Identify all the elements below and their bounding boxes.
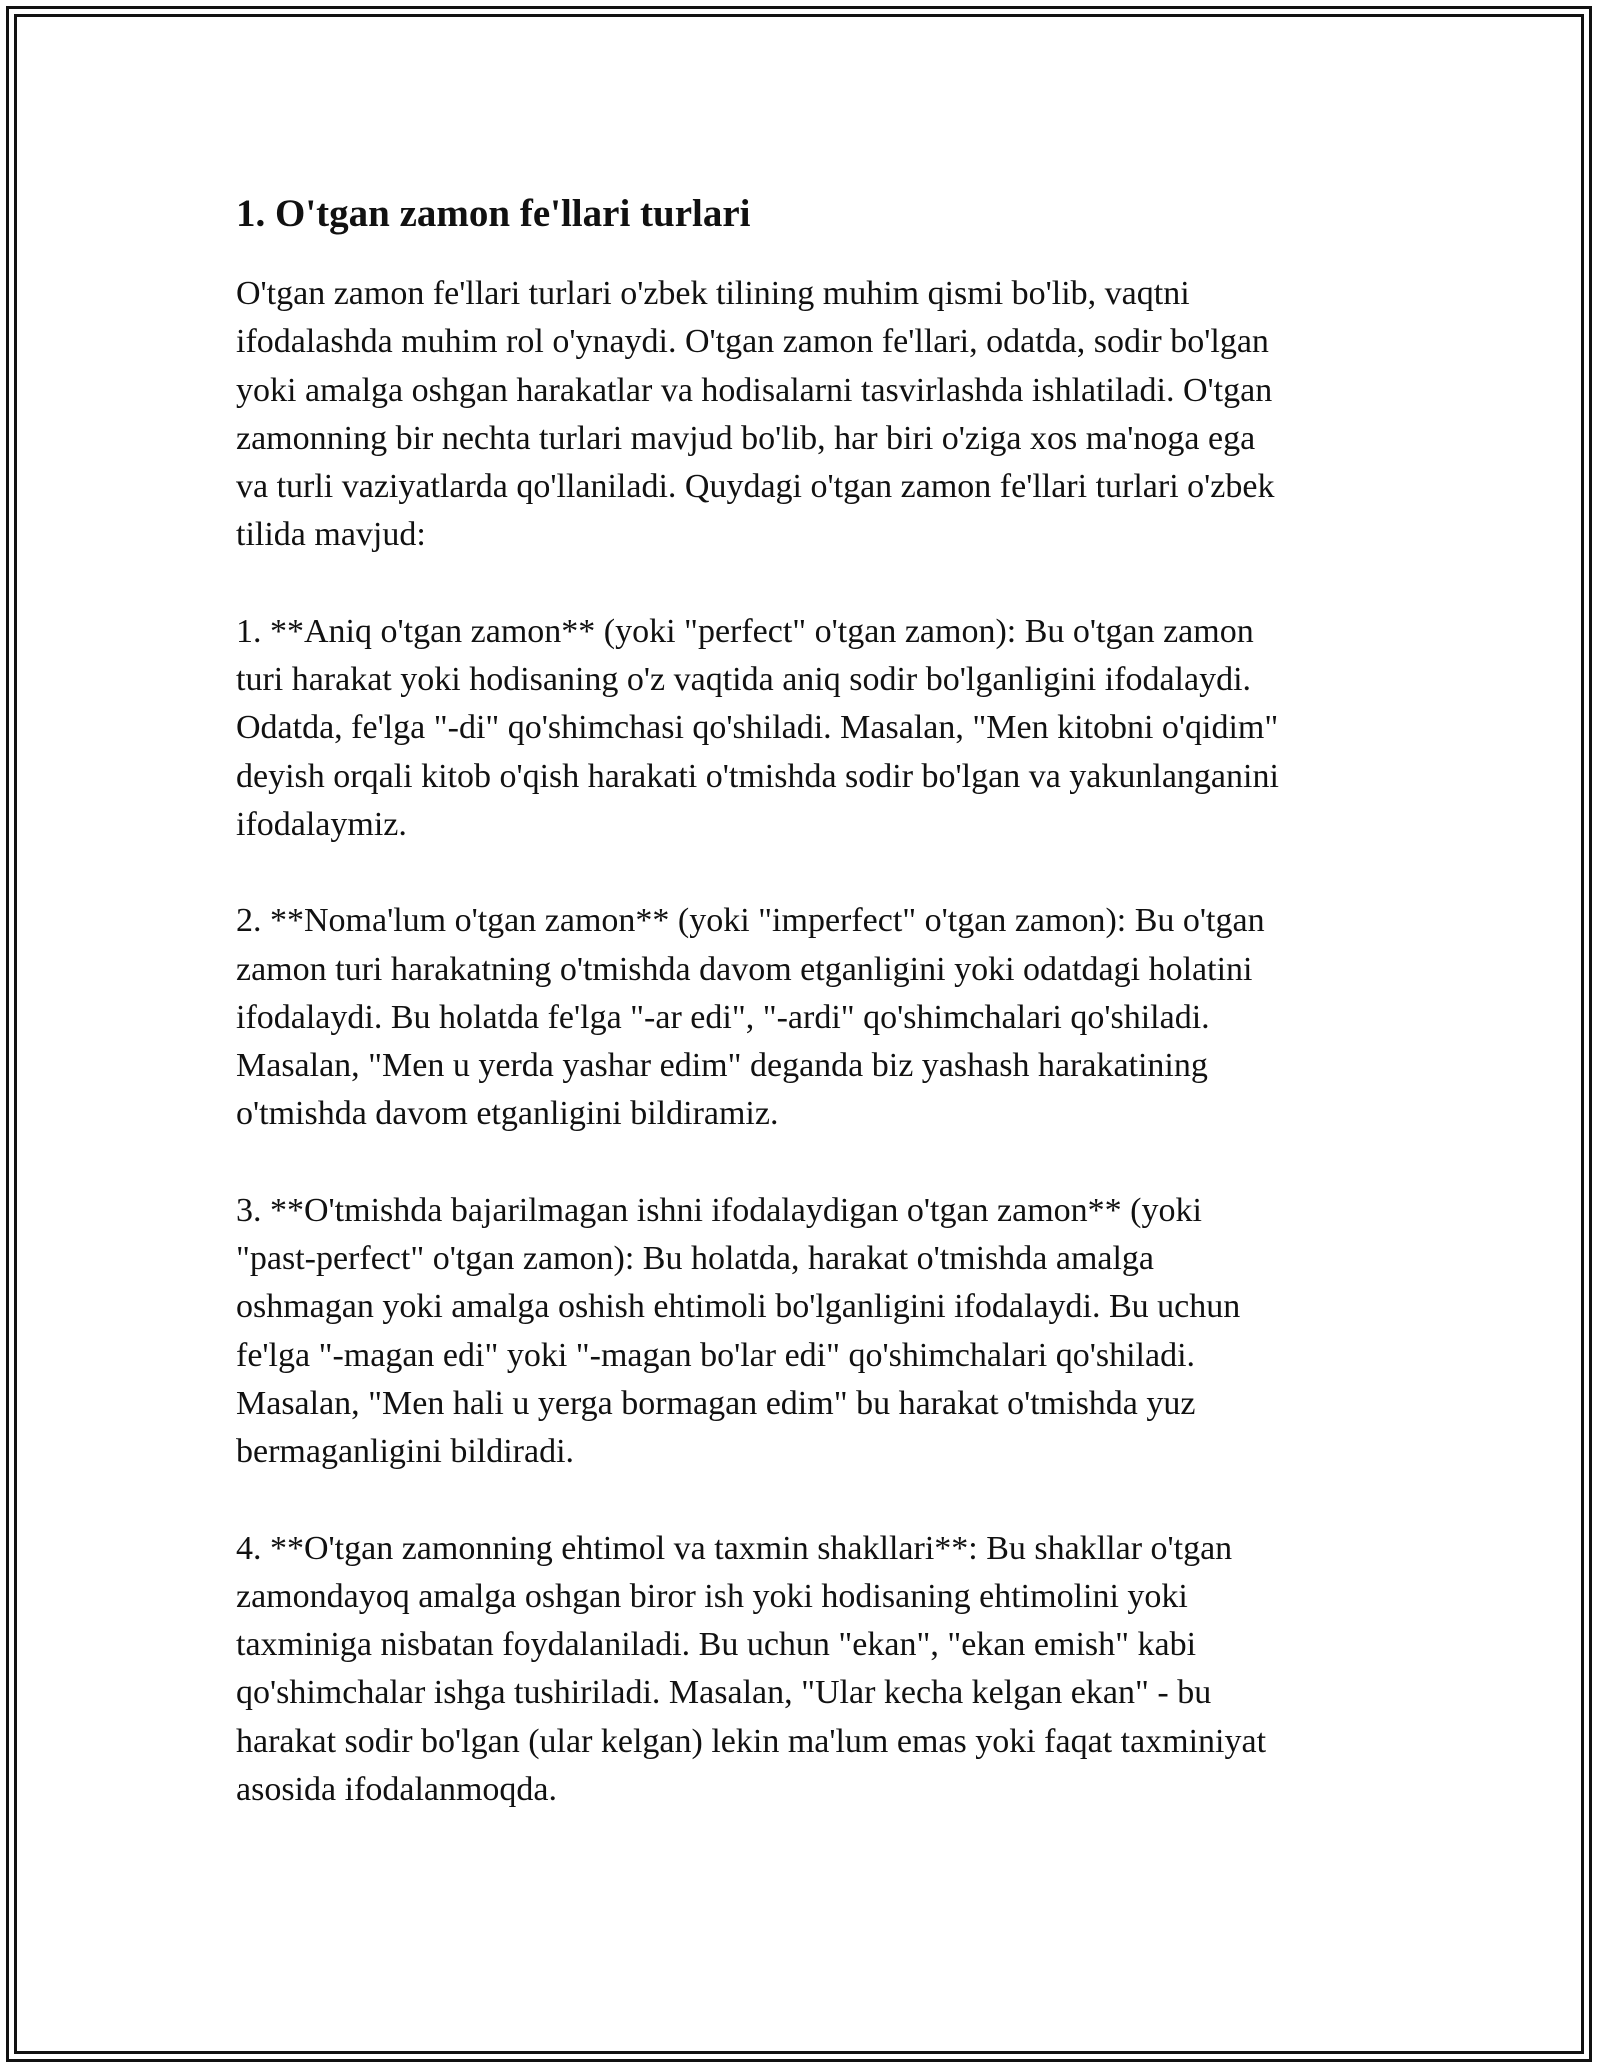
paragraph-line: Masalan, "Men hali u yerga bormagan edim" bu harakat o'tmishda yuz: [236, 1384, 1196, 1422]
list-item-3-paragraph: [236, 1187, 1376, 1477]
paragraph-line: qo'shimchalar ishga tushiriladi. Masalan, "Ular kecha kelgan ekan" - bu: [236, 1674, 1212, 1712]
paragraph-line: oshmagan yoki amalga oshish ehtimoli bo'lganligini ifodalaydi. Bu uchun: [236, 1288, 1241, 1326]
paragraph-line: "past-perfect" o'tgan zamon): Bu holatda, harakat o'tmishda amalga: [236, 1240, 1155, 1278]
paragraph-line: yoki amalga oshgan harakatlar va hodisalarni tasvirlashda ishlatiladi. O'tgan: [236, 371, 1273, 409]
paragraph-line: asosida ifodalanmoqda.: [236, 1771, 558, 1809]
paragraph-line: 4. **O'tgan zamonning ehtimol va taxmin shakllari**: Bu shakllar o'tgan: [236, 1529, 1233, 1567]
paragraph-line: zamondayoq amalga oshgan biror ish yoki hodisaning ehtimolini yoki: [236, 1577, 1188, 1615]
paragraph-line: taxminiga nisbatan foydalaniladi. Bu uchun "ekan", "ekan emish" kabi: [236, 1626, 1197, 1664]
paragraph-line: o'tmishda davom etganligini bildiramiz.: [236, 1095, 779, 1133]
paragraph-line: 2. **Noma'lum o'tgan zamon** (yoki "imperfect" o'tgan zamon): Bu o'tgan: [236, 902, 1265, 940]
paragraph-line: Odatda, fe'lga "-di" qo'shimchasi qo'shiladi. Masalan, "Men kitobni o'qidim": [236, 709, 1279, 747]
paragraph-line: ifodalashda muhim rol o'ynaydi. O'tgan zamon fe'llari, odatda, sodir bo'lgan: [236, 323, 1269, 361]
paragraph-line: tilida mavjud:: [236, 516, 426, 554]
paragraph-line: turi harakat yoki hodisaning o'z vaqtida aniq sodir bo'lganligini ifodalaydi.: [236, 661, 1252, 699]
list-item-1-paragraph: [236, 608, 1376, 849]
paragraph-line: 3. **O'tmishda bajarilmagan ishni ifodalaydigan o'tgan zamon** (yoki: [236, 1191, 1202, 1229]
paragraph-line: ifodalaymiz.: [236, 805, 407, 843]
paragraph-line: deyish orqali kitob o'qish harakati o'tmishda sodir bo'lgan va yakunlanganini: [236, 757, 1279, 795]
list-item-4-paragraph: [236, 1525, 1376, 1815]
paragraph-line: va turli vaziyatlarda qo'llaniladi. Quydagi o'tgan zamon fe'llari turlari o'zbek: [236, 468, 1275, 506]
paragraph-line: harakat sodir bo'lgan (ular kelgan) lekin ma'lum emas yoki faqat taxminiyat: [236, 1722, 1267, 1760]
intro-paragraph: [236, 270, 1376, 560]
page-title: 1. O'tgan zamon fe'llari turlari: [236, 192, 751, 235]
paragraph-line: 1. **Aniq o'tgan zamon** (yoki "perfect" o'tgan zamon): Bu o'tgan zamon: [236, 612, 1254, 650]
paragraph-line: zamonning bir nechta turlari mavjud bo'lib, har biri o'ziga xos ma'noga ega: [236, 419, 1256, 457]
paragraph-line: ifodalaydi. Bu holatda fe'lga "-ar edi", "-ardi" qo'shimchalari qo'shiladi.: [236, 998, 1210, 1036]
paragraph-line: bermaganligini bildiradi.: [236, 1433, 575, 1471]
paragraph-line: Masalan, "Men u yerda yashar edim" deganda biz yashash harakatining: [236, 1047, 1208, 1085]
list-item-2-paragraph: [236, 897, 1376, 1138]
paragraph-line: zamon turi harakatning o'tmishda davom etganligini yoki odatdagi holatini: [236, 950, 1253, 988]
paragraph-line: O'tgan zamon fe'llari turlari o'zbek tilining muhim qismi bo'lib, vaqtni: [236, 275, 1190, 312]
document-body: [236, 186, 1376, 1862]
paragraph-line: fe'lga "-magan edi" yoki "-magan bo'lar edi" qo'shimchalari qo'shiladi.: [236, 1336, 1196, 1374]
